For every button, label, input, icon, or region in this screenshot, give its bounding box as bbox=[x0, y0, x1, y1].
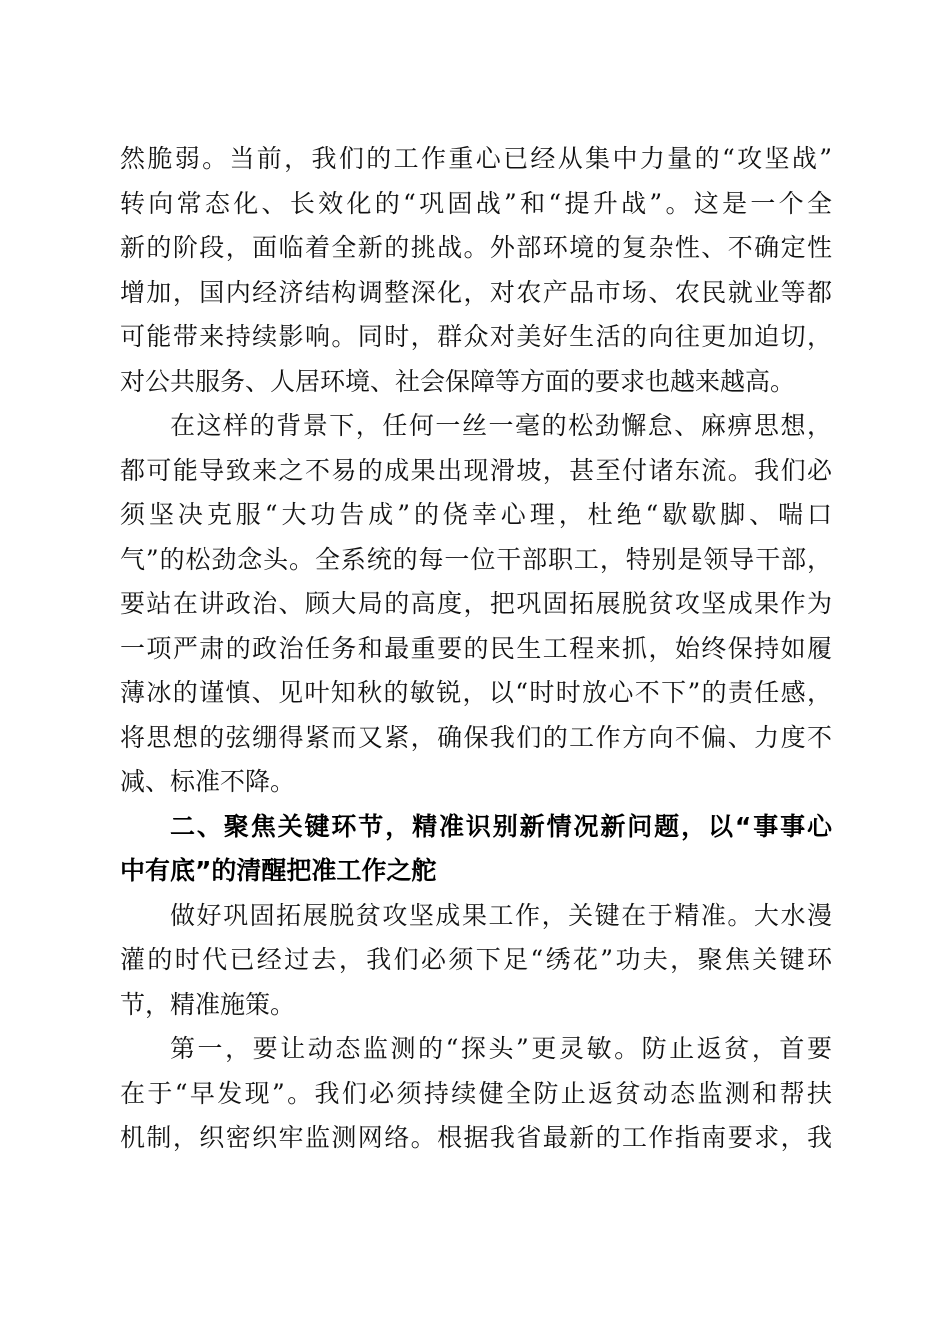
text-line: 气”的松劲念头。全系统的每一位干部职工，特别是领导干部， bbox=[120, 544, 832, 574]
text-line: 都可能导致来之不易的成果出现滑坡，甚至付诸东流。我们必 bbox=[120, 455, 832, 485]
text-line: 灌的时代已经过去，我们必须下足“绣花”功夫，聚焦关键环 bbox=[120, 945, 832, 974]
text-line: 做好巩固拓展脱贫攻坚成果工作，关键在于精准。大水漫 bbox=[170, 900, 832, 930]
document-body bbox=[120, 137, 832, 1161]
paragraph-4 bbox=[120, 1027, 832, 1161]
text-line: 第一，要让动态监测的“探头”更灵敏。防止返贫，首要 bbox=[170, 1034, 832, 1063]
heading-line: 二、聚焦关键环节，精准识别新情况新问题，以“事事心 bbox=[170, 811, 832, 841]
text-line: 节，精准施策。 bbox=[120, 989, 296, 1019]
text-line: 在这样的背景下，任何一丝一毫的松劲懈怠、麻痹思想， bbox=[170, 411, 832, 440]
text-line: 可能带来持续影响。同时，群众对美好生活的向往更加迫切， bbox=[120, 322, 832, 351]
text-line: 新的阶段，面临着全新的挑战。外部环境的复杂性、不确定性 bbox=[120, 233, 832, 262]
text-line: 对公共服务、人居环境、社会保障等方面的要求也越来越高。 bbox=[120, 366, 796, 396]
text-line: 在于“早发现”。我们必须持续健全防止返贫动态监测和帮扶 bbox=[120, 1078, 832, 1108]
text-line: 转向常态化、长效化的“巩固战”和“提升战”。这是一个全 bbox=[120, 188, 832, 218]
paragraph-1 bbox=[120, 137, 832, 404]
text-line: 增加，国内经济结构调整深化，对农产品市场、农民就业等都 bbox=[120, 277, 832, 307]
section-heading bbox=[120, 805, 832, 894]
text-line: 一项严肃的政治任务和最重要的民生工程来抓，始终保持如履 bbox=[120, 633, 832, 663]
text-line: 减、标准不降。 bbox=[120, 767, 296, 796]
text-line: 要站在讲政治、顾大局的高度，把巩固拓展脱贫攻坚成果作为 bbox=[120, 589, 832, 618]
paragraph-3 bbox=[120, 894, 832, 1028]
text-line: 机制，织密织牢监测网络。根据我省最新的工作指南要求，我 bbox=[120, 1123, 832, 1152]
heading-line: 中有底”的清醒把准工作之舵 bbox=[120, 856, 437, 885]
text-line: 将思想的弦绷得紧而又紧，确保我们的工作方向不偏、力度不 bbox=[120, 722, 832, 752]
text-line: 须坚决克服“大功告成”的侥幸心理，杜绝“歇歇脚、喘口 bbox=[120, 500, 832, 529]
text-line: 薄冰的谨慎、见叶知秋的敏锐，以“时时放心不下”的责任感， bbox=[120, 678, 832, 707]
text-line: 然脆弱。当前，我们的工作重心已经从集中力量的“攻坚战” bbox=[120, 144, 832, 173]
paragraph-2 bbox=[120, 404, 832, 805]
